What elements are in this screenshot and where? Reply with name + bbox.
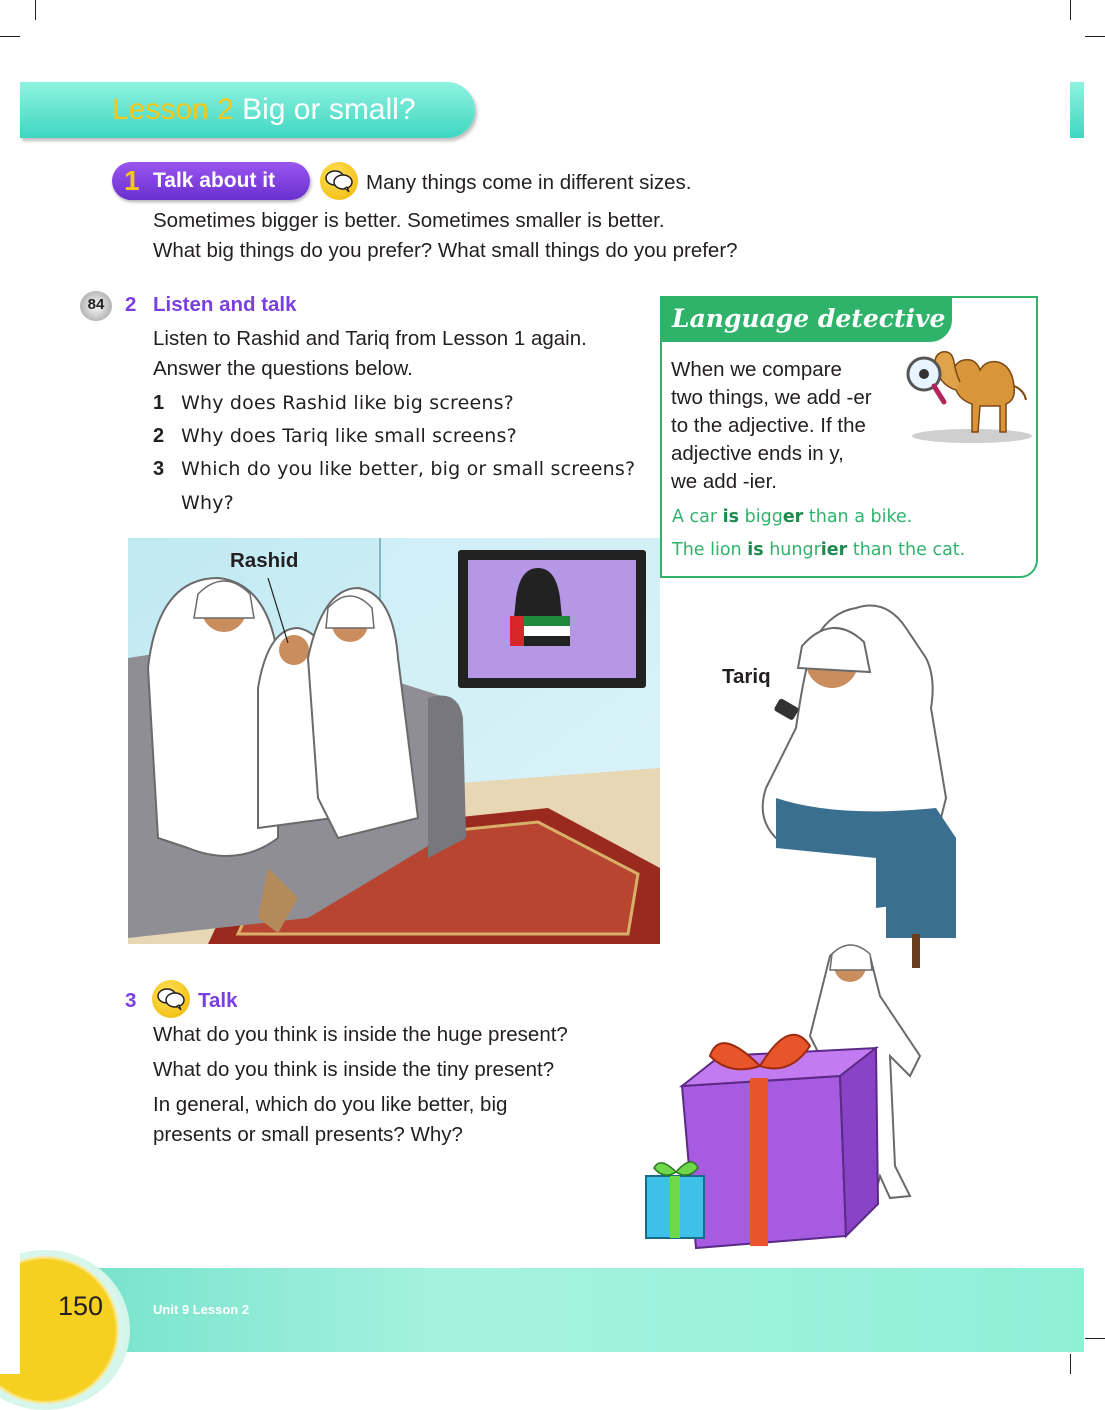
section-3-line: In general, which do you like better, big [153, 1093, 508, 1116]
question-number: 1 [153, 392, 165, 414]
family-watching-tv-illustration [128, 538, 660, 944]
section-1-line: Sometimes bigger is better. Sometimes smaller is better. [153, 209, 665, 232]
footer-unit-label: Unit 9 Lesson 2 [153, 1302, 250, 1317]
speech-bubbles-icon [320, 162, 358, 200]
section-2-label: Listen and talk [153, 293, 297, 316]
section-3-line: What do you think is inside the tiny present? [153, 1058, 555, 1081]
question-number: 2 [153, 425, 165, 447]
audio-track-number: 84 [87, 296, 105, 313]
tariq-with-phone-illustration [736, 598, 958, 968]
section-3-line: What do you think is inside the huge present? [153, 1023, 568, 1046]
section-1-line: Many things come in different sizes. [366, 171, 692, 194]
rashid-label: Rashid [230, 549, 299, 572]
presents-illustration [640, 936, 950, 1254]
section-1-label: Talk about it [153, 169, 276, 192]
question-text: Why does Tariq like small screens? [181, 425, 517, 447]
question-text-continued: Why? [181, 492, 234, 514]
section-2-number: 2 [125, 293, 137, 316]
section-2-instruction: Answer the questions below. [153, 357, 413, 380]
tariq-label: Tariq [722, 665, 771, 688]
camel-detective-illustration [902, 340, 1034, 446]
crop-mark [1085, 36, 1105, 37]
lesson-title [112, 92, 416, 128]
section-1-line: What big things do you prefer? What small things do you prefer? [153, 239, 738, 262]
example-sentence: A car is bigger than a bike. [672, 507, 913, 527]
language-detective-line: two things, we add -er [671, 386, 872, 409]
question-text: Why does Rashid like big screens? [181, 392, 514, 414]
crop-mark [0, 36, 20, 37]
section-2-instruction: Listen to Rashid and Tariq from Lesson 1 again. [153, 327, 587, 350]
language-detective-line: When we compare [671, 358, 842, 381]
crop-mark [1070, 0, 1071, 20]
language-detective-line: we add -ier. [671, 470, 777, 493]
language-detective-title: Language detective [672, 304, 946, 333]
question-number: 3 [153, 458, 165, 480]
page-number: 150 [58, 1291, 104, 1321]
lesson-subtitle: Big or small? [242, 93, 416, 126]
speech-bubbles-icon [152, 980, 190, 1018]
section-1-number: 1 [124, 165, 140, 196]
language-detective-line: adjective ends in y, [671, 442, 844, 465]
example-sentence: The lion is hungrier than the cat. [672, 540, 966, 560]
crop-mark [1070, 1354, 1071, 1374]
section-3-line: presents or small presents? Why? [153, 1123, 463, 1146]
crop-mark [35, 0, 36, 20]
section-3-label: Talk [198, 989, 238, 1012]
section-3-number: 3 [125, 989, 137, 1012]
crop-mark [1085, 1338, 1105, 1339]
question-text: Which do you like better, big or small screens? [181, 458, 636, 480]
language-detective-line: to the adjective. If the [671, 414, 866, 437]
header-right-tab [1070, 82, 1084, 138]
lesson-number: Lesson 2 [112, 93, 234, 126]
